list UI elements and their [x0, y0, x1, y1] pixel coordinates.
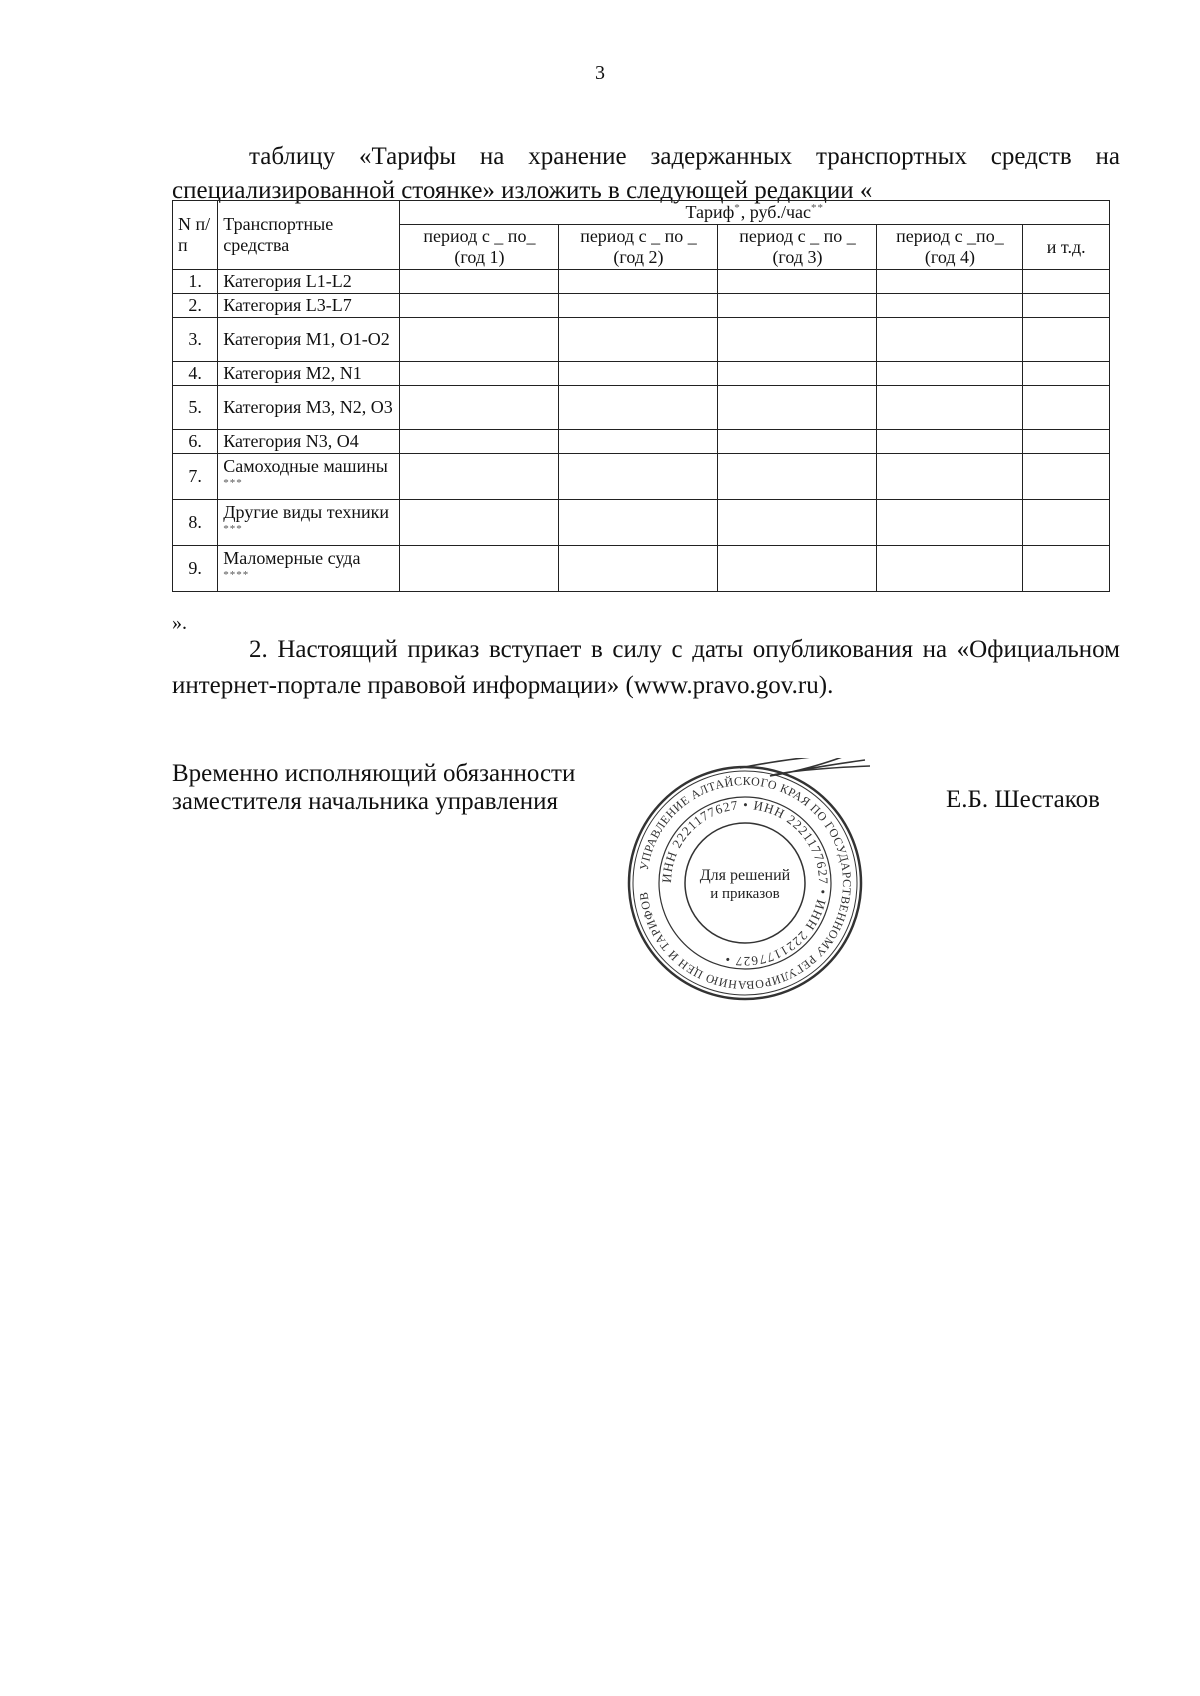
row-number: 8. [173, 500, 218, 546]
row-vehicle: Самоходные машины *** [218, 454, 400, 500]
tariffs-table [172, 200, 1110, 592]
tariff-cell [559, 430, 718, 454]
tariff-cell [559, 270, 718, 294]
tariff-cell [718, 500, 877, 546]
intro-line-2: специализированной стоянке» изложить в следующей редакции « [172, 177, 873, 204]
column-header-period-1: период с _ по_ (год 1) [400, 225, 559, 270]
table-row [173, 454, 1110, 500]
column-header-period-4: период с _по_ (год 4) [877, 225, 1023, 270]
table-row [173, 546, 1110, 592]
tariff-cell [400, 318, 559, 362]
table-row [173, 294, 1110, 318]
row-number: 1. [173, 270, 218, 294]
tariff-cell [1023, 294, 1110, 318]
tariff-cell [1023, 386, 1110, 430]
tariff-cell [718, 362, 877, 386]
column-header-vehicles: Транспортные средства [218, 201, 400, 270]
row-vehicle: Категория L1-L2 [218, 270, 400, 294]
tariff-cell [400, 362, 559, 386]
position-line-1: Временно исполняющий обязанности [172, 760, 576, 787]
tariff-cell [1023, 430, 1110, 454]
row-vehicle: Категория M1, O1-O2 [218, 318, 400, 362]
page-number: 3 [595, 62, 605, 84]
row-number: 9. [173, 546, 218, 592]
row-number: 3. [173, 318, 218, 362]
tariff-label: Тариф [685, 202, 735, 222]
row-vehicle: Категория N3, O4 [218, 430, 400, 454]
effective-date-paragraph [172, 632, 1120, 704]
intro-paragraph [172, 140, 1120, 208]
column-header-number: N п/ п [173, 201, 218, 270]
row-number: 4. [173, 362, 218, 386]
column-header-etc: и т.д. [1023, 225, 1110, 270]
tariff-cell [718, 294, 877, 318]
tariff-asterisk: * [734, 202, 741, 214]
tariff-cell [877, 454, 1023, 500]
tariff-cell [718, 318, 877, 362]
tariff-cell [400, 500, 559, 546]
tariff-cell [1023, 546, 1110, 592]
stamp-center-line-2: и приказов [710, 886, 780, 902]
tariff-cell [559, 500, 718, 546]
closing-quote: ». [172, 612, 187, 634]
stamp-center-line-1: Для решений [699, 867, 791, 884]
tariff-cell [877, 294, 1023, 318]
intro-line-1: таблицу «Тарифы на хранение задержанных транспортных средств на [249, 143, 1120, 170]
stamp-inner-text: ИНН 2221177627 • ИНН 2221177627 • ИНН 2221177627 • [658, 796, 832, 970]
table-row [173, 500, 1110, 546]
tariff-cell [877, 318, 1023, 362]
row-number: 2. [173, 294, 218, 318]
tariff-cell [718, 386, 877, 430]
column-header-period-3: период с _ по _ (год 3) [718, 225, 877, 270]
tariff-cell [877, 362, 1023, 386]
tariff-cell [877, 546, 1023, 592]
tariff-cell [877, 386, 1023, 430]
tariff-unit-asterisk: ** [811, 202, 824, 214]
tariff-cell [1023, 500, 1110, 546]
tariff-cell [718, 454, 877, 500]
row-vehicle: Маломерные суда **** [218, 546, 400, 592]
table-row [173, 430, 1110, 454]
table-row [173, 362, 1110, 386]
tariff-cell [718, 430, 877, 454]
table-row [173, 386, 1110, 430]
table-row [173, 318, 1110, 362]
tariff-cell [559, 362, 718, 386]
column-header-period-2: период с _ по _ (год 2) [559, 225, 718, 270]
tariff-unit: , руб./час [740, 202, 811, 222]
tariff-cell [559, 454, 718, 500]
tariff-cell [1023, 362, 1110, 386]
row-vehicle: Категория L3-L7 [218, 294, 400, 318]
row-asterisk: *** [223, 476, 243, 489]
row-asterisk: *** [223, 522, 243, 535]
tariff-cell [559, 294, 718, 318]
official-stamp [620, 758, 870, 1008]
row-number: 7. [173, 454, 218, 500]
tariff-cell [877, 500, 1023, 546]
para2-line-2: интернет-портале правовой информации» (www.pravo.gov.ru). [172, 672, 834, 699]
tariff-cell [559, 546, 718, 592]
row-vehicle: Категория M3, N2, O3 [218, 386, 400, 430]
tariff-cell [718, 546, 877, 592]
tariff-cell [877, 270, 1023, 294]
position-line-2: заместителя начальника управления [172, 788, 559, 815]
tariff-cell [718, 270, 877, 294]
row-number: 6. [173, 430, 218, 454]
tariff-cell [877, 430, 1023, 454]
row-number: 5. [173, 386, 218, 430]
tariff-cell [400, 270, 559, 294]
tariff-cell [1023, 454, 1110, 500]
signatory-position [172, 760, 575, 816]
stamp-outer-text: УПРАВЛЕНИЕ АЛТАЙСКОГО КРАЯ ПО ГОСУДАРСТВЕННОМУ РЕГУЛИРОВАНИЮ ЦЕН И ТАРИФОВ [636, 773, 855, 993]
tariff-cell [400, 294, 559, 318]
table-row [173, 270, 1110, 294]
tariff-cell [400, 454, 559, 500]
tariff-cell [400, 546, 559, 592]
signatory-name: Е.Б. Шестаков [946, 786, 1100, 813]
tariff-cell [559, 386, 718, 430]
para2-line-1: 2. Настоящий приказ вступает в силу с даты опубликования на «Официальном [249, 636, 1120, 663]
tariff-cell [400, 430, 559, 454]
row-vehicle: Категория M2, N1 [218, 362, 400, 386]
column-header-tariff [400, 201, 1110, 225]
tariff-cell [400, 386, 559, 430]
tariff-cell [559, 318, 718, 362]
tariff-cell [1023, 318, 1110, 362]
row-asterisk: **** [223, 568, 250, 581]
tariff-cell [1023, 270, 1110, 294]
row-vehicle: Другие виды техники *** [218, 500, 400, 546]
